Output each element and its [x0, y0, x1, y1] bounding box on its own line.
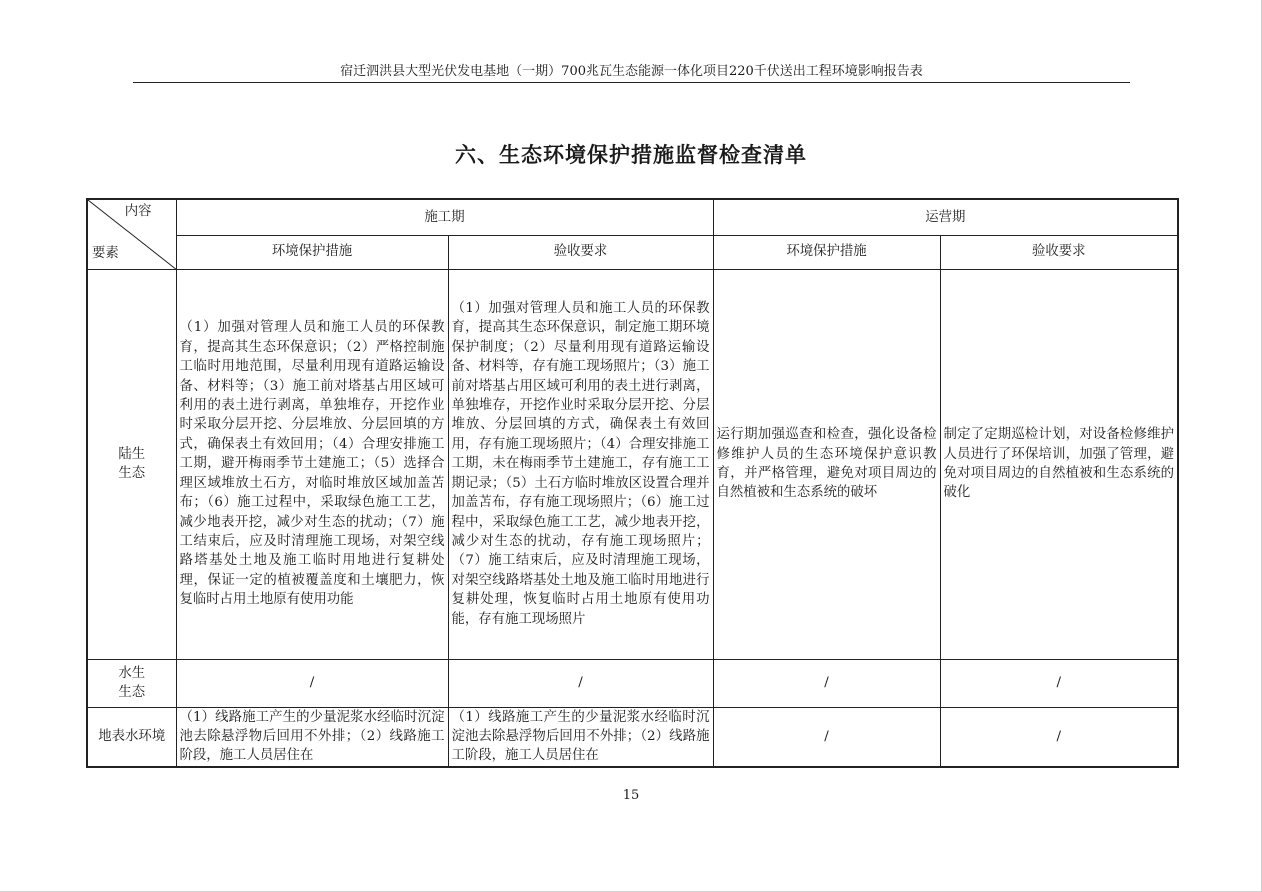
section-title: 六、生态环境保护措施监督检查清单	[455, 143, 807, 167]
row-operation-acceptance: /	[940, 707, 1178, 767]
supervision-checklist-table	[86, 198, 1179, 768]
corner-label-content: 内容	[124, 204, 152, 219]
corner-label-element: 要素	[92, 246, 119, 262]
row-construction-acceptance: （1）线路施工产生的少量泥浆水经临时沉淀池去除悬浮物后回用不外排；（2）线路施工阶段，施工人员居住在	[448, 707, 713, 767]
subheader-operation-measures: 环境保护措施	[713, 235, 940, 269]
phase-construction: 施工期	[176, 199, 713, 235]
row-construction-measures: /	[176, 659, 448, 707]
phase-header-row	[87, 199, 1178, 235]
running-header: 宿迁泗洪县大型光伏发电基地（一期）700兆瓦生态能源一体化项目220千伏送出工程环境影响报告表	[340, 64, 923, 79]
phase-operation: 运营期	[713, 199, 1178, 235]
subheader-construction-measures: 环境保护措施	[176, 235, 448, 269]
subheader-operation-acceptance: 验收要求	[940, 235, 1178, 269]
row-construction-measures: （1）加强对管理人员和施工人员的环保教育，提高其生态环保意识；（2）严格控制施工临时用地范围，尽量利用现有道路运输设备、材料等；（3）施工前对塔基占用区域可利用的表土进行剥离，单独堆存，开挖作业时采取分层开挖、分层堆放、分层回填的方式，确保表土有效回用；（4）合理安排施工工期，避开梅雨季节土建施工；（5）选择合理区域堆放土石方，对临时堆放区域加盖苫布；（6）施工过程中，采取绿色施工工艺，减少地表开挖，减少对生态的扰动；（7）施工结束后，应及时清理施工现场，对架空线路塔基处土地及施工临时用地进行复耕处理，保证一定的植被覆盖度和土壤肥力，恢复临时占用土地原有使用功能	[176, 269, 448, 659]
row-operation-measures: /	[713, 707, 940, 767]
table-row	[87, 659, 1178, 707]
header-rule	[133, 82, 1130, 83]
corner-cell	[87, 199, 176, 269]
row-operation-acceptance: /	[940, 659, 1178, 707]
row-construction-measures: （1）线路施工产生的少量泥浆水经临时沉淀池去除悬浮物后回用不外排；（2）线路施工阶段，施工人员居住在	[176, 707, 448, 767]
table-row	[87, 707, 1178, 767]
subheader-construction-acceptance: 验收要求	[448, 235, 713, 269]
row-element-label: 陆生 生态	[87, 269, 176, 659]
row-operation-measures: /	[713, 659, 940, 707]
row-element-label: 地表水环境	[87, 707, 176, 767]
table-row	[87, 269, 1178, 659]
page-number: 15	[622, 788, 640, 803]
subheader-row	[87, 235, 1178, 269]
row-operation-acceptance: 制定了定期巡检计划，对设备检修维护人员进行了环保培训，加强了管理，避免对项目周边的自然植被和生态系统的破化	[940, 269, 1178, 659]
row-operation-measures: 运行期加强巡查和检查，强化设备检修维护人员的生态环境保护意识教育，并严格管理，避免对项目周边的自然植被和生态系统的破坏	[713, 269, 940, 659]
row-construction-acceptance: /	[448, 659, 713, 707]
row-construction-acceptance: （1）加强对管理人员和施工人员的环保教育，提高其生态环保意识，制定施工期环境保护制度；（2）尽量利用现有道路运输设备、材料等，存有施工现场照片；（3）施工前对塔基占用区域可利用的表土进行剥离，单独堆存，开挖作业时采取分层开挖、分层堆放、分层回填的方式，确保表土有效回用，存有施工现场照片；（4）合理安排施工工期，未在梅雨季节土建施工，存有施工工期记录；（5）土石方临时堆放区设置合理并加盖苫布，存有施工现场照片；（6）施工过程中，采取绿色施工工艺，减少地表开挖，减少对生态的扰动，存有施工现场照片；（7）施工结束后，应及时清理施工现场，对架空线路塔基处土地及施工临时用地进行复耕处理，恢复临时占用土地原有使用功能，存有施工现场照片	[448, 269, 713, 659]
row-element-label: 水生 生态	[87, 659, 176, 707]
